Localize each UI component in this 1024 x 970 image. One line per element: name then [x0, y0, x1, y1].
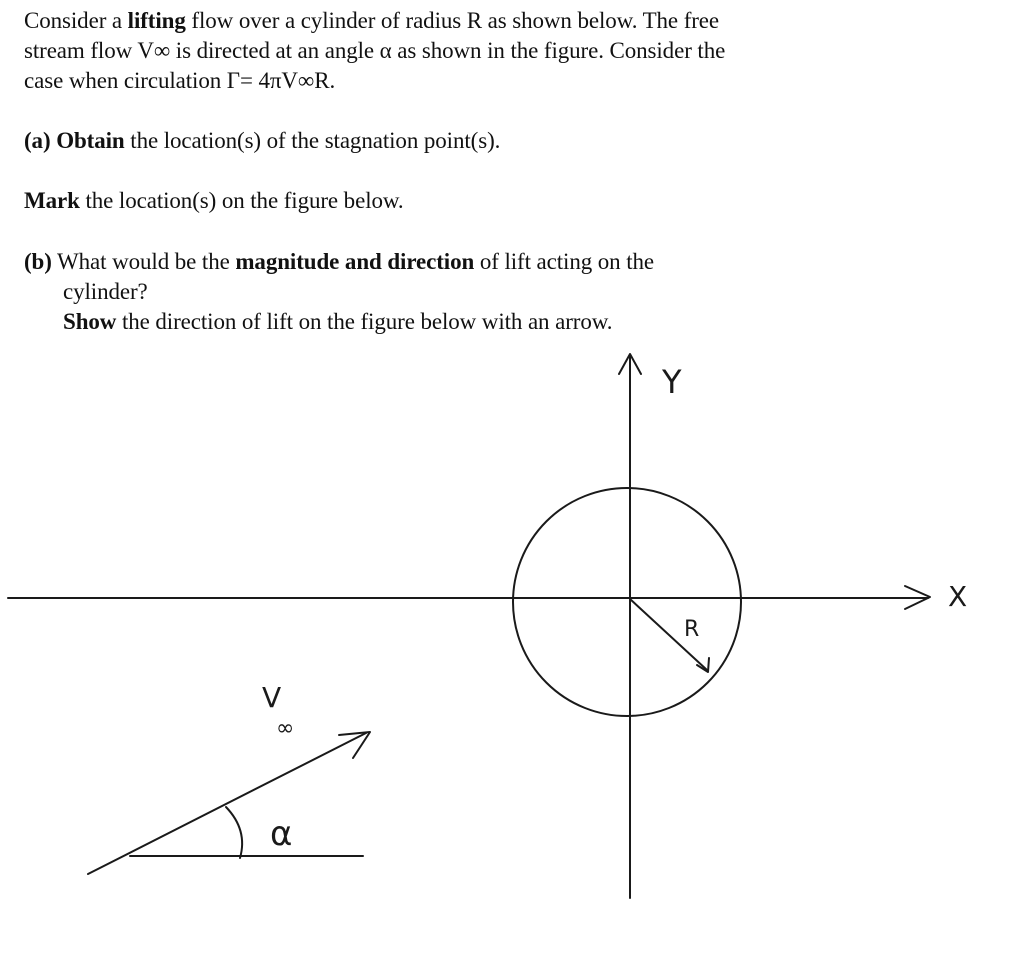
- angle-arc: [226, 807, 242, 858]
- cylinder-circle: [513, 488, 741, 716]
- intro-line-2: stream flow V∞ is directed at an angle α as shown in the figure. Consider the: [24, 38, 726, 63]
- velocity-label: V: [262, 681, 282, 714]
- part-a-text: the location(s) of the stagnation point(s).: [124, 128, 501, 153]
- part-a-obtain-bold: Obtain: [56, 128, 125, 153]
- x-axis-label: X: [948, 580, 968, 613]
- angle-label: α: [270, 814, 293, 854]
- part-b-label: (b): [24, 249, 52, 274]
- y-axis-label: Y: [662, 363, 682, 401]
- mark-text: the location(s) on the figure below.: [79, 188, 404, 213]
- part-b-text-post: of lift acting on the: [474, 249, 655, 274]
- part-b-line-2: cylinder?: [63, 279, 148, 304]
- show-text: the direction of lift on the figure below with an arrow.: [116, 309, 613, 334]
- velocity-subscript: ∞: [276, 716, 295, 741]
- intro-lifting-bold: lifting: [127, 8, 186, 33]
- radius-label: R: [684, 617, 700, 642]
- mark-bold: Mark: [24, 188, 80, 213]
- part-a-label: (a): [24, 128, 51, 153]
- part-b-text-pre: What would be the: [51, 249, 236, 274]
- intro-line-3: case when circulation Γ= 4πV∞R.: [24, 68, 336, 93]
- part-b-bold: magnitude and direction: [235, 249, 475, 274]
- show-bold: Show: [63, 309, 117, 334]
- intro-text-1c: flow over a cylinder of radius R as shown below. The free: [185, 8, 720, 33]
- intro-text-1a: Consider a: [24, 8, 128, 33]
- velocity-vector: [88, 733, 366, 874]
